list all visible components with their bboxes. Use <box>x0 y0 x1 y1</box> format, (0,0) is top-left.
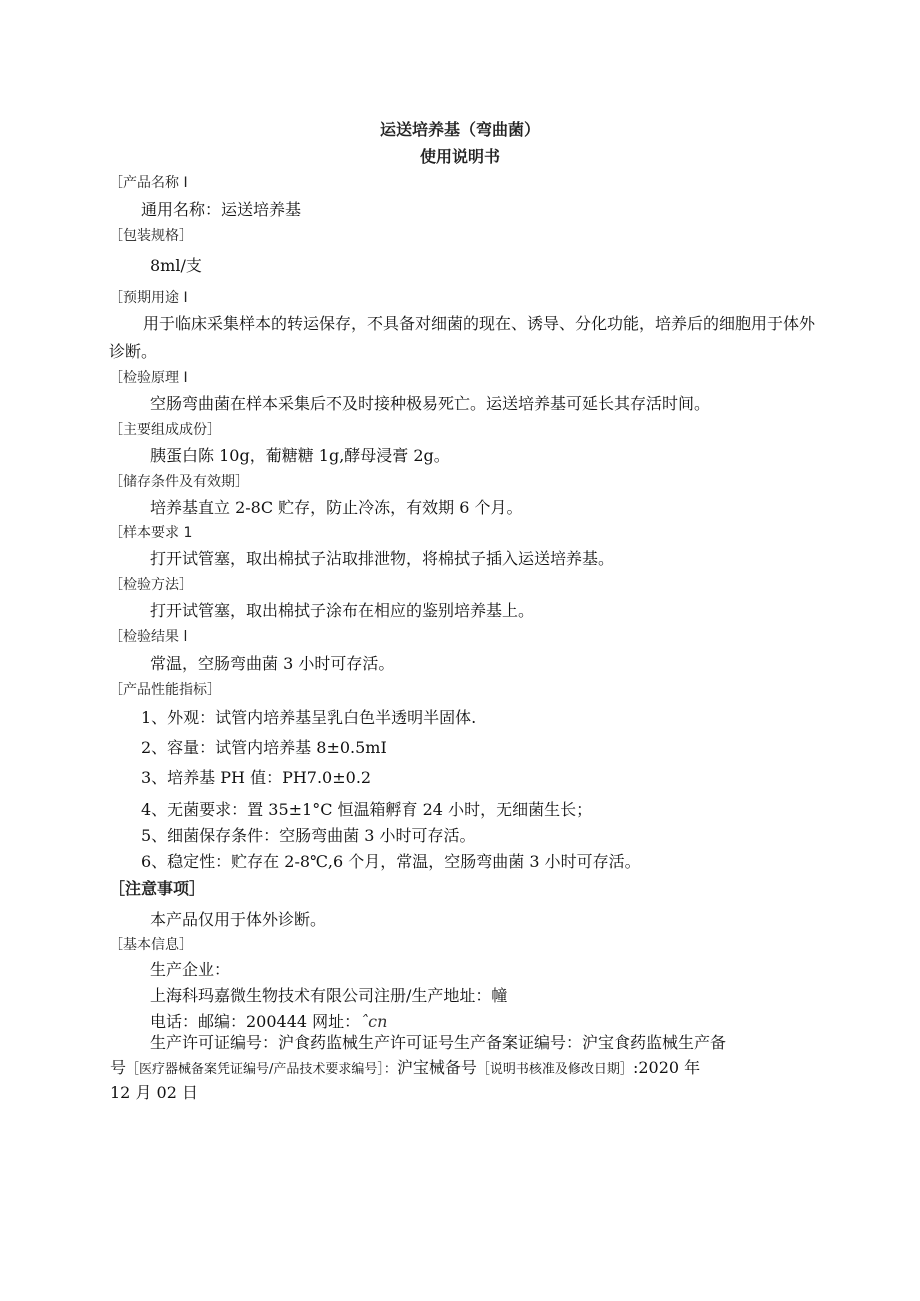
approval-date-label: ［说明书核准及修改日期］ <box>476 1062 633 1077</box>
result-text: 常温，空肠弯曲菌 3 小时可存活。 <box>150 654 395 673</box>
heading-sample: ［样本要求 1 <box>109 525 193 541</box>
composition-text: 胰蛋白陈 10g，葡糖糖 1g,酵母浸膏 2g。 <box>150 446 450 465</box>
contact-text: 电话：邮编：200444 网址： <box>150 1012 361 1031</box>
contact-line <box>150 1009 387 1032</box>
license-line-1: 生产许可证编号：沪食药监械生产许可证号生产备案证编号：沪宝食药监械生产备 <box>150 1033 727 1052</box>
record-number-value: 沪宝械备号 <box>396 1058 477 1077</box>
heading-performance: ［产品性能指标］ <box>109 682 221 698</box>
product-name-text: 通用名称：运送培养基 <box>141 200 302 219</box>
heading-principle: ［检验原理 I <box>109 370 188 386</box>
heading-result: ［检验结果 l <box>109 629 188 645</box>
heading-package: ［包装规格］ <box>109 228 193 244</box>
company-address-line: 上海科玛嘉微生物技术有限公司注册/生产地址：幢 <box>150 986 508 1005</box>
record-number-label: ［医疗器械备案凭证编号/产品技术要求编号］： <box>126 1062 397 1077</box>
performance-item-6: 6、稳定性：贮存在 2-8℃,6 个月，常温，空肠弯曲菌 3 小时可存活。 <box>141 852 641 871</box>
manufacturer-label: 生产企业： <box>150 960 231 979</box>
heading-basic-info: ［基本信息］ <box>109 937 193 953</box>
performance-item-4: 4、无菌要求：置 35±1°C 恒温箱孵育 24 小时，无细菌生长； <box>141 800 593 819</box>
heading-composition: ［主要组成成份］ <box>109 422 221 438</box>
sample-text: 打开试管塞，取出棉拭子沾取排泄物，将棉拭子插入运送培养基。 <box>150 549 615 568</box>
document-subtitle: 使用说明书 <box>419 147 500 166</box>
document-title: 运送培养基（弯曲菌） <box>379 120 540 139</box>
intended-use-text: 用于临床采集样本的转运保存，不具备对细菌的现在、诱导、分化功能，培养后的细胞用于体外诊断。 <box>109 314 816 361</box>
heading-storage: ［储存条件及有效期］ <box>109 474 249 490</box>
website-url: ˆcn <box>360 1012 388 1031</box>
heading-product-name: ［产品名称 I <box>109 175 188 191</box>
heading-method: ［检验方法］ <box>109 577 193 593</box>
heading-notice: ［注意事项］ <box>109 879 206 898</box>
license-line-3: 12 月 02 日 <box>110 1083 198 1102</box>
principle-text: 空肠弯曲菌在样本采集后不及时接种极易死亡。运送培养基可延长其存活时间。 <box>150 394 711 413</box>
method-text: 打开试管塞，取出棉拭子涂布在相应的鉴别培养基上。 <box>150 601 535 620</box>
package-text: 8ml/支 <box>150 256 202 275</box>
approval-date-year: :2020 年 <box>632 1058 701 1077</box>
performance-item-1: 1、外观：试管内培养基呈乳白色半透明半固体. <box>141 708 477 727</box>
storage-text: 培养基直立 2-8C 贮存，防止冷冻，有效期 6 个月。 <box>150 498 523 517</box>
performance-item-5: 5、细菌保存条件：空肠弯曲菌 3 小时可存活。 <box>141 826 476 845</box>
heading-intended-use: ［预期用途 I <box>109 290 188 306</box>
notice-text: 本产品仅用于体外诊断。 <box>150 910 327 929</box>
performance-item-3: 3、培养基 PH 值：PH7.0±0.2 <box>141 768 372 787</box>
license-line-2 <box>110 1055 700 1078</box>
license-part-a: 号 <box>110 1058 127 1077</box>
performance-item-2: 2、容量：试管内培养基 8±0.5mI <box>141 738 387 757</box>
